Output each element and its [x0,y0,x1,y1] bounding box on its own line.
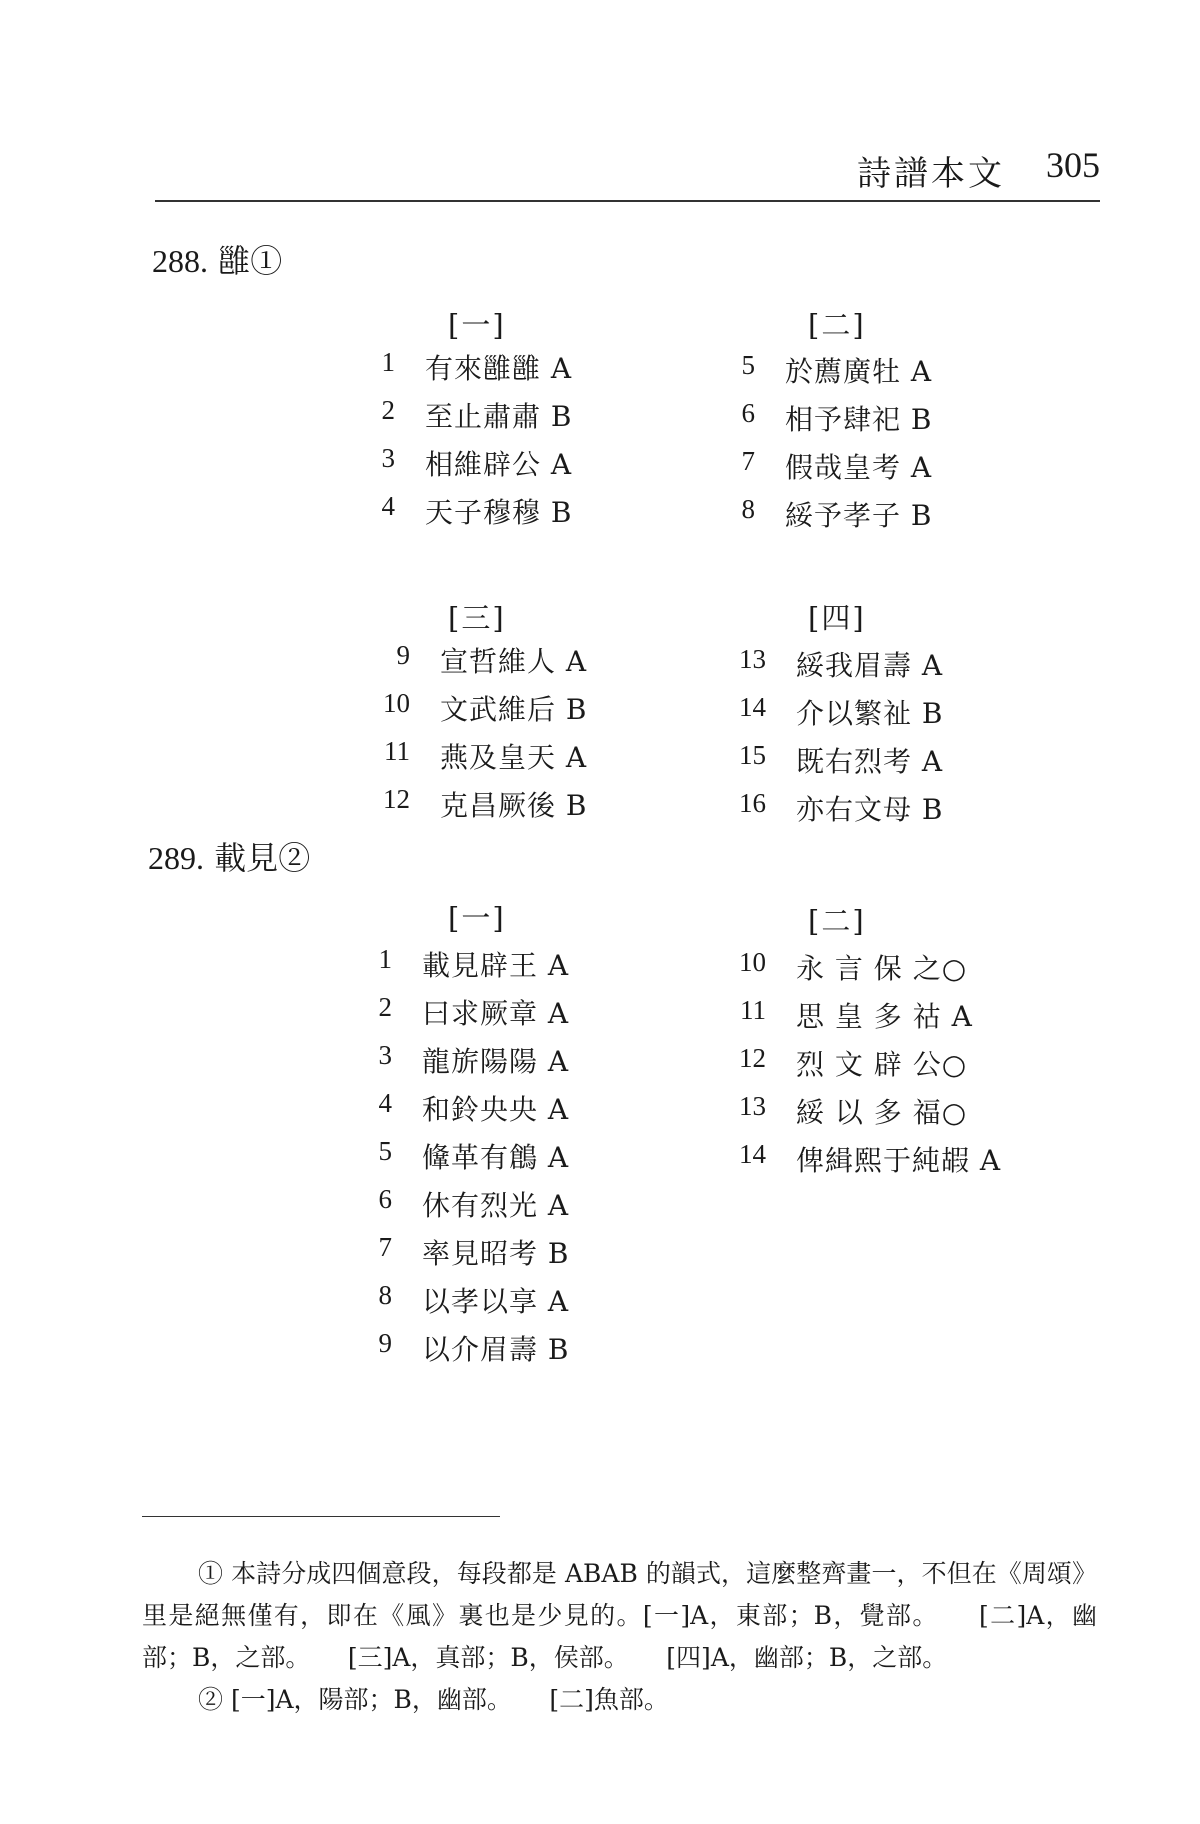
line-text: 思 皇 多 祜 A [796,1000,973,1033]
line-number: 14 [739,1139,766,1169]
line-text: 休有烈光 A [422,1189,570,1222]
poem-name: 載見 [214,839,279,877]
line-text: 燕及皇天 A [440,741,588,774]
poem-name: 雝 [218,242,251,280]
line-text: 既右烈考 A [796,745,944,778]
line-number: 8 [741,494,755,524]
line-text: 於薦廣牡 A [785,355,933,388]
poem-number: 289. [148,840,204,876]
line-number: 4 [378,1088,392,1118]
line-text: 永 言 保 之○ [796,952,968,985]
stanza-lines [722,644,943,836]
line-number: 6 [378,1184,392,1214]
line-number: 13 [739,644,766,674]
line-text: 綏我眉壽 A [796,649,944,682]
line-number: 15 [739,740,766,770]
line-number: 9 [396,640,410,670]
poem-line [722,692,943,740]
poem-line [722,788,943,836]
poem-line [352,1328,569,1376]
line-text: 綏予孝子 B [785,499,933,532]
line-number: 7 [378,1232,392,1262]
line-number: 5 [741,350,755,380]
line-number: 9 [378,1328,392,1358]
line-number: 14 [739,692,766,722]
poem-line [715,398,932,446]
line-text: 假哉皇考 A [785,451,933,484]
stanza-label: [一] [448,308,506,342]
poem-number: 288. [152,243,208,279]
line-text: 載見辟王 A [422,949,570,982]
stanza-label: [四] [808,601,866,635]
line-text: 率見昭考 B [422,1237,570,1270]
footnote-1: ① 本詩分成四個意段，每段都是 ABAB 的韻式，這麼整齊畫一，不但在《周頌》里是絕無僅有，即在《風》裏也是少見的。[一]A，東部；B，覺部。 [二]A，幽部；B，之部。 [三]A，真部；B，侯部。 [四]A，幽部；B，之部。 [142,1559,1097,1672]
poem-line [722,740,943,788]
line-number: 11 [384,736,410,766]
running-head [155,140,1100,202]
stanza-label: [三] [448,601,506,635]
line-number: 12 [383,784,410,814]
running-title: 詩譜本文 [857,154,1005,194]
poem-line [352,944,569,992]
line-number: 8 [378,1280,392,1310]
line-text: 有來雝雝 A [425,352,573,385]
stanza-lines [352,944,569,1376]
poem-line [355,395,572,443]
stanza-label: [二] [808,904,866,938]
line-number: 5 [378,1136,392,1166]
line-number: 7 [741,446,755,476]
poem-line [352,1184,569,1232]
footnote-mark: ② [278,839,311,877]
poem-line [366,784,587,832]
line-text: 文武維后 B [440,693,588,726]
line-text: 綏 以 多 福○ [796,1096,968,1129]
poem-line [355,443,572,491]
line-number: 13 [739,1091,766,1121]
poem-line [352,1280,569,1328]
poem-line [352,1088,569,1136]
poem-line [722,1139,1001,1187]
poem-line [355,491,572,539]
line-number: 3 [378,1040,392,1070]
stanza-lines [355,347,572,539]
stanza-lines [366,640,587,832]
line-text: 克昌厥後 B [440,789,588,822]
line-text: 亦右文母 B [796,793,944,826]
line-number: 10 [739,947,766,977]
poem-line [715,446,932,494]
stanza-lines [722,947,1001,1187]
line-number: 12 [739,1043,766,1073]
line-text: 天子穆穆 B [425,496,573,529]
page-number: 305 [1046,145,1100,185]
poem-line [715,494,932,542]
poem-title-288 [152,236,282,282]
line-text: 以孝以享 A [422,1285,570,1318]
stanza-lines [715,350,932,542]
line-text: 鞗革有鶬 A [422,1141,570,1174]
line-text: 宣哲維人 A [440,645,588,678]
footnotes [142,1553,1097,1721]
footnote-rule [142,1516,500,1517]
poem-line [722,995,1001,1043]
line-text: 介以繁祉 B [796,697,944,730]
poem-line [715,350,932,398]
line-text: 以介眉壽 B [422,1333,570,1366]
poem-line [352,1136,569,1184]
poem-line [352,1232,569,1280]
line-text: 和鈴央央 A [422,1093,570,1126]
line-number: 2 [381,395,395,425]
poem-line [722,644,943,692]
poem-line [352,992,569,1040]
poem-line [352,1040,569,1088]
line-number: 4 [381,491,395,521]
line-number: 1 [378,944,392,974]
line-number: 3 [381,443,395,473]
poem-line [366,736,587,784]
line-number: 11 [740,995,766,1025]
stanza-label: [二] [808,308,866,342]
line-text: 相予肆祀 B [785,403,933,436]
line-number: 6 [741,398,755,428]
line-text: 龍旂陽陽 A [422,1045,570,1078]
line-text: 相維辟公 A [425,448,573,481]
line-text: 俾緝熙于純嘏 A [796,1144,1002,1177]
line-text: 至止肅肅 B [425,400,573,433]
poem-line [366,688,587,736]
poem-line [355,347,572,395]
line-text: 烈 文 辟 公○ [796,1048,968,1081]
line-number: 16 [739,788,766,818]
poem-line [722,947,1001,995]
footnote-mark: ① [250,242,283,280]
poem-line [366,640,587,688]
line-text: 曰求厥章 A [422,997,570,1030]
line-number: 1 [381,347,395,377]
poem-line [722,1091,1001,1139]
poem-title-289 [148,833,310,879]
poem-line [722,1043,1001,1091]
line-number: 10 [383,688,410,718]
stanza-label: [一] [448,901,506,935]
line-number: 2 [378,992,392,1022]
footnote-2: ② [一]A，陽部；B，幽部。 [二]魚部。 [198,1685,669,1714]
